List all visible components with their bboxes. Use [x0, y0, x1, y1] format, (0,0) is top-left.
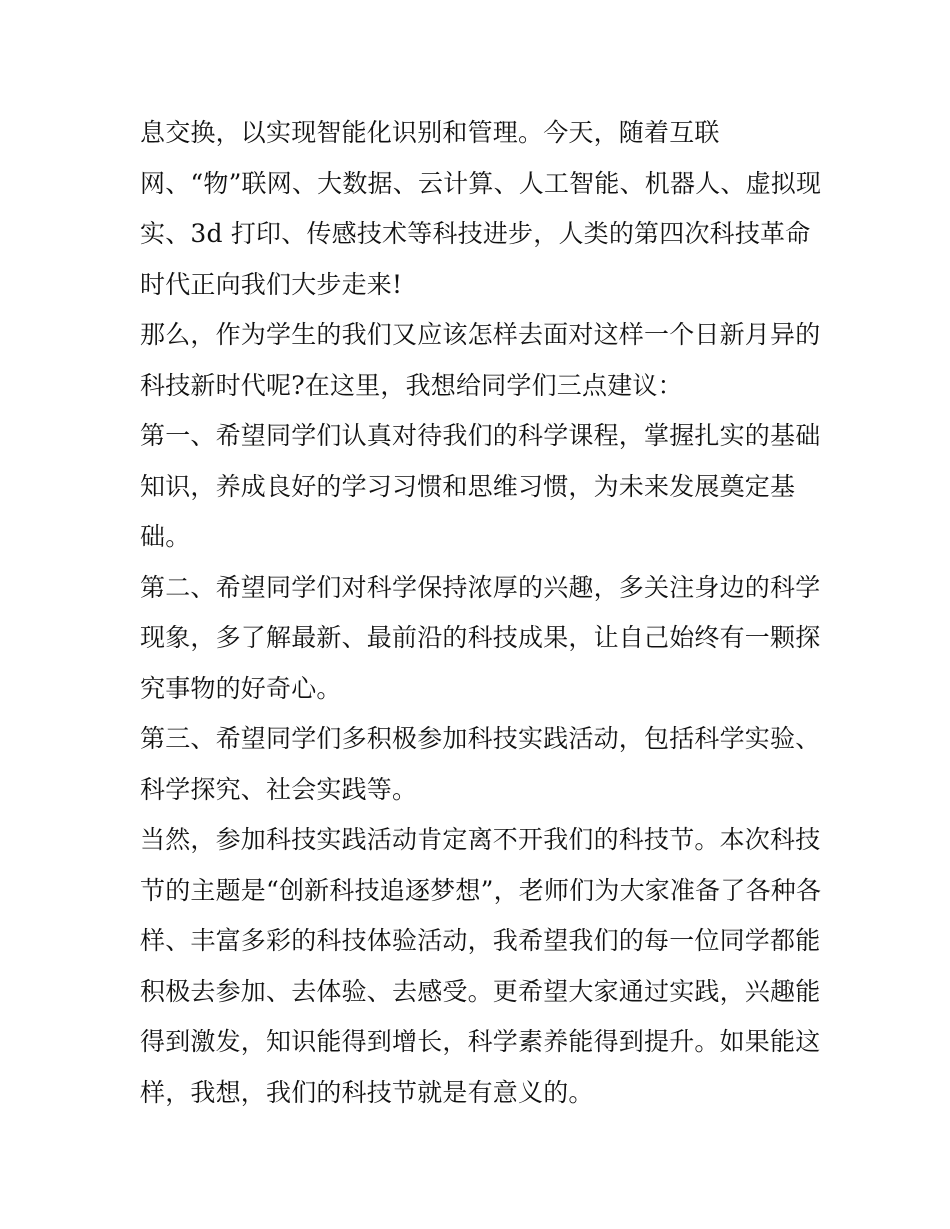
text-line: 第二、希望同学们对科学保持浓厚的兴趣，多关注身边的科学 — [140, 572, 821, 602]
text-line: 第三、希望同学们多积极参加科技实践活动，包括科学实验、 — [140, 724, 821, 753]
text-line: 网、“物”联网、大数据、云计算、人工智能、机器人、虚拟现 — [140, 168, 822, 198]
text-line: 息交换，以实现智能化识别和管理。今天，随着互联 — [140, 118, 720, 147]
text-line: 科技新时代呢?在这里，我想给同学们三点建议： — [140, 370, 683, 400]
text-line: 样、丰富多彩的科技体验活动，我希望我们的每一位同学都能 — [140, 926, 821, 955]
text-line: 础。 — [140, 522, 191, 551]
text-line: 实、3d 打印、传感技术等科技进步，人类的第四次科技革命 — [140, 219, 811, 248]
text-line: 第一、希望同学们认真对待我们的科学课程，掌握扎实的基础 — [140, 421, 821, 450]
text-line: 那么，作为学生的我们又应该怎样去面对这样一个日新月异的 — [140, 320, 821, 349]
text-line: 积极去参加、去体验、去感受。更希望大家通过实践，兴趣能 — [140, 976, 821, 1006]
text-line: 当然，参加科技实践活动肯定离不开我们的科技节。本次科技 — [140, 825, 821, 854]
text-line: 节的主题是“创新科技追逐梦想”，老师们为大家准备了各种各 — [140, 875, 822, 905]
text-line: 科学探究、社会实践等。 — [140, 774, 418, 804]
text-line: 样，我想，我们的科技节就是有意义的。 — [140, 1077, 594, 1107]
text-line: 得到激发，知识能得到增长，科学素养能得到提升。如果能这 — [140, 1027, 821, 1056]
text-line: 现象，多了解最新、最前沿的科技成果，让自己始终有一颗探 — [140, 623, 821, 652]
text-line: 时代正向我们大步走来! — [140, 269, 403, 299]
text-line: 知识，养成良好的学习习惯和思维习惯，为未来发展奠定基 — [140, 471, 796, 501]
text-line: 究事物的好奇心。 — [140, 673, 342, 703]
document-body — [140, 108, 822, 1118]
